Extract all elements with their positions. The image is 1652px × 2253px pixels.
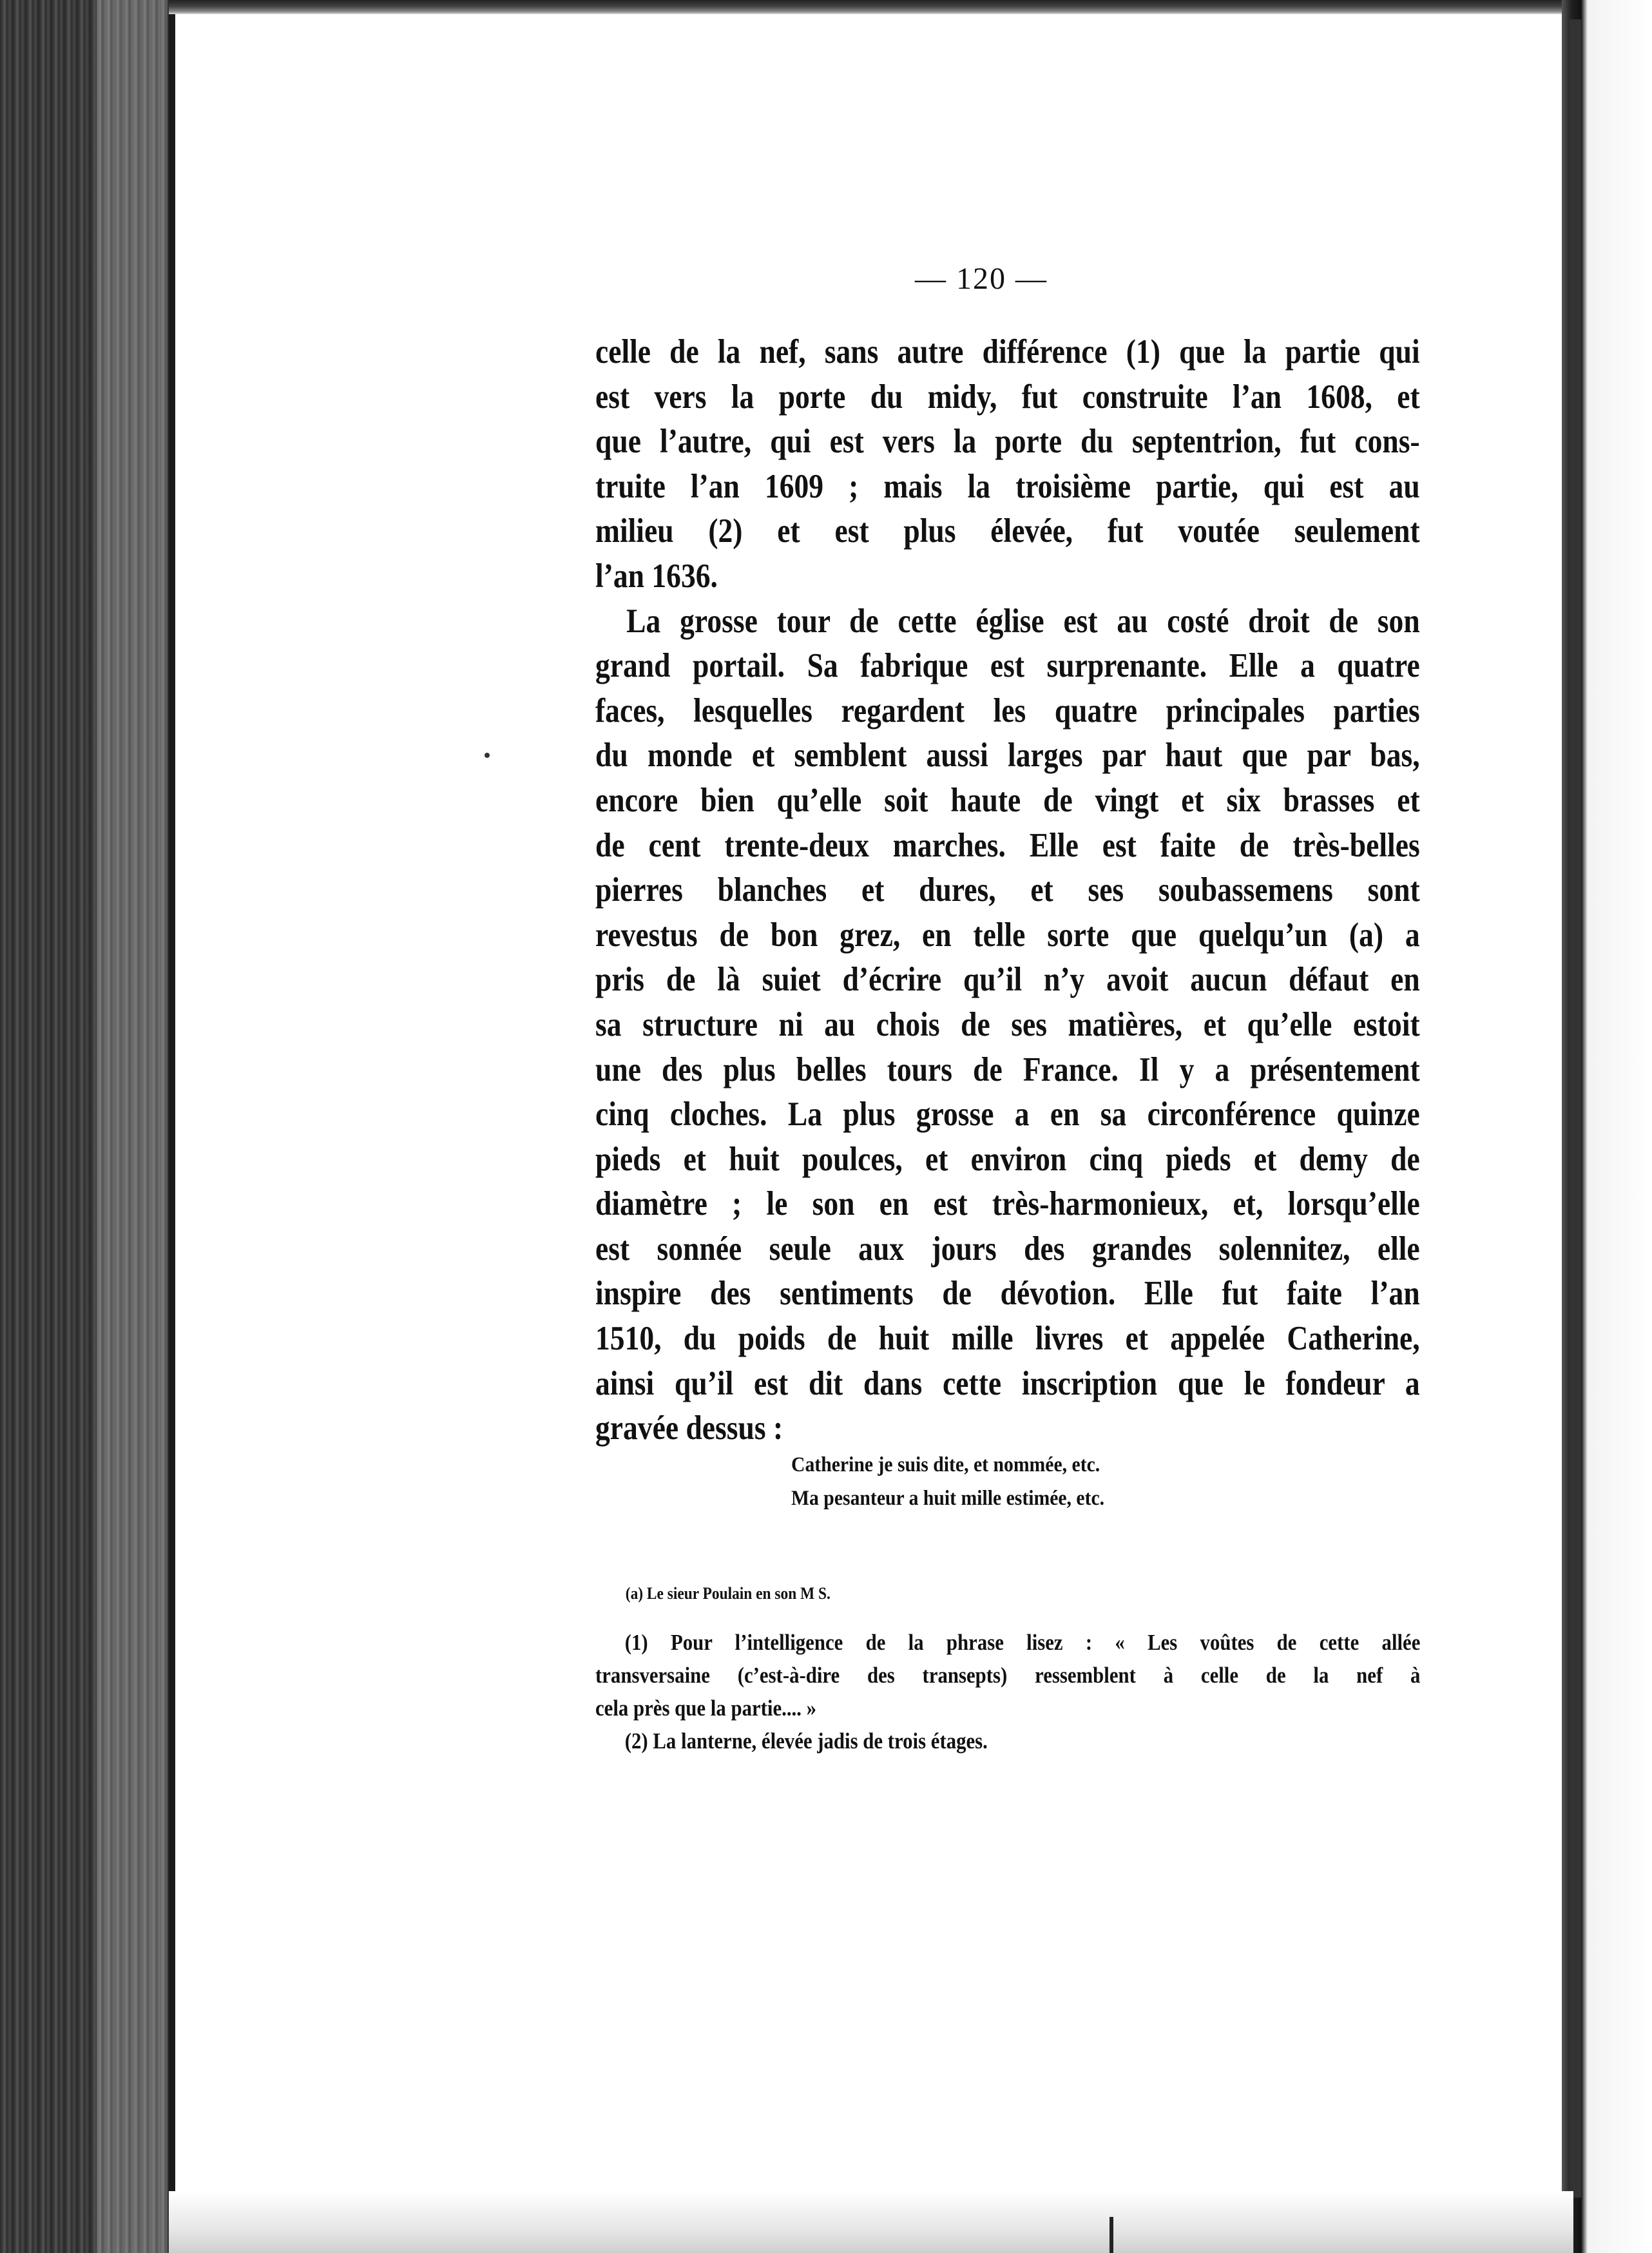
footnote-1-line: cela près que la partie.... » [595,1696,817,1721]
footnote-1-line: transversaine (c’est-à-dire des transepts) ressemblent à celle de la nef à [595,1663,1421,1688]
bottom-page-edge [169,2191,1573,2253]
page-gutter-shadow [169,0,175,2253]
inscription-line-2: Ma pesanteur a huit mille estimée, etc. [791,1487,1105,1510]
text-line: une des plus belles tours de France. Il y a présentement [595,1050,1420,1088]
text-line: revestus de bon grez, en telle sorte que quelqu’un (a) a [595,916,1420,954]
text-line: est sonnée seule aux jours des grandes solennitez, elle [595,1230,1420,1268]
body-text [595,330,1420,1451]
text-line: est vers la porte du midy, fut construite l’an 1608, et [595,378,1420,416]
text-line: cinq cloches. La plus grosse a en sa circonférence quinze [595,1096,1420,1134]
text-line: diamètre ; le son en est très-harmonieux, et, lorsqu’elle [595,1185,1420,1223]
footnotes [595,1576,1420,1757]
text-line: de cent trente-deux marches. Elle est faite de très-belles [595,826,1420,864]
text-line: du monde et semblent aussi larges par haut que par bas, [595,737,1420,775]
text-line: faces, lesquelles regardent les quatre principales parties [595,691,1420,730]
text-line: celle de la nef, sans autre différence (1) que la partie qui [595,333,1420,371]
text-line: milieu (2) et est plus élevée, fut voutée seulement [595,512,1420,550]
inscription-line-1: Catherine je suis dite, et nommée, etc. [791,1453,1100,1476]
text-line: pieds et huit poulces, et environ cinq pieds et demy de [595,1140,1420,1178]
text-line: grand portail. Sa fabrique est surprenante. Elle a quatre [595,647,1420,685]
page-number: — 120 — [915,262,1048,296]
text-line: La grosse tour de cette église est au costé droit de son [626,602,1420,640]
text-line: ainsi qu’il est dit dans cette inscription que le fondeur a [595,1364,1420,1402]
text-line: inspire des sentiments de dévotion. Elle fut faite l’an [595,1275,1420,1313]
page-stack-edge [97,0,168,2253]
ink-speck [485,753,490,758]
top-page-edge [169,0,1573,14]
right-edge-shadow [1570,19,1581,2198]
footnote-1-line: (1) Pour l’intelligence de la phrase lisez : « Les voûtes de cette allée [624,1630,1421,1655]
text-line: encore bien qu’elle soit haute de vingt et six brasses et [595,781,1420,819]
text-line: sa structure ni au chois de ses matières, et qu’elle estoit [595,1005,1420,1043]
text-line: pierres blanches et dures, et ses soubassemens sont [595,871,1420,909]
text-line: truite l’an 1609 ; mais la troisième partie, qui est au [595,467,1420,505]
text-line: que l’autre, qui est vers la porte du septentrion, fut cons- [595,423,1420,461]
text-line: pris de là suiet d’écrire qu’il n’y avoit aucun défaut en [595,961,1420,999]
footnote-a: (a) Le sieur Poulain en son M S. [625,1584,831,1603]
text-line: l’an 1636. [595,557,718,595]
text-line: 1510, du poids de huit mille livres et appelée Catherine, [595,1320,1420,1358]
bottom-scan-mark [1109,2217,1113,2253]
text-line: gravée dessus : [595,1409,783,1447]
footnote-2: (2) La lanterne, élevée jadis de trois étages. [624,1728,988,1754]
